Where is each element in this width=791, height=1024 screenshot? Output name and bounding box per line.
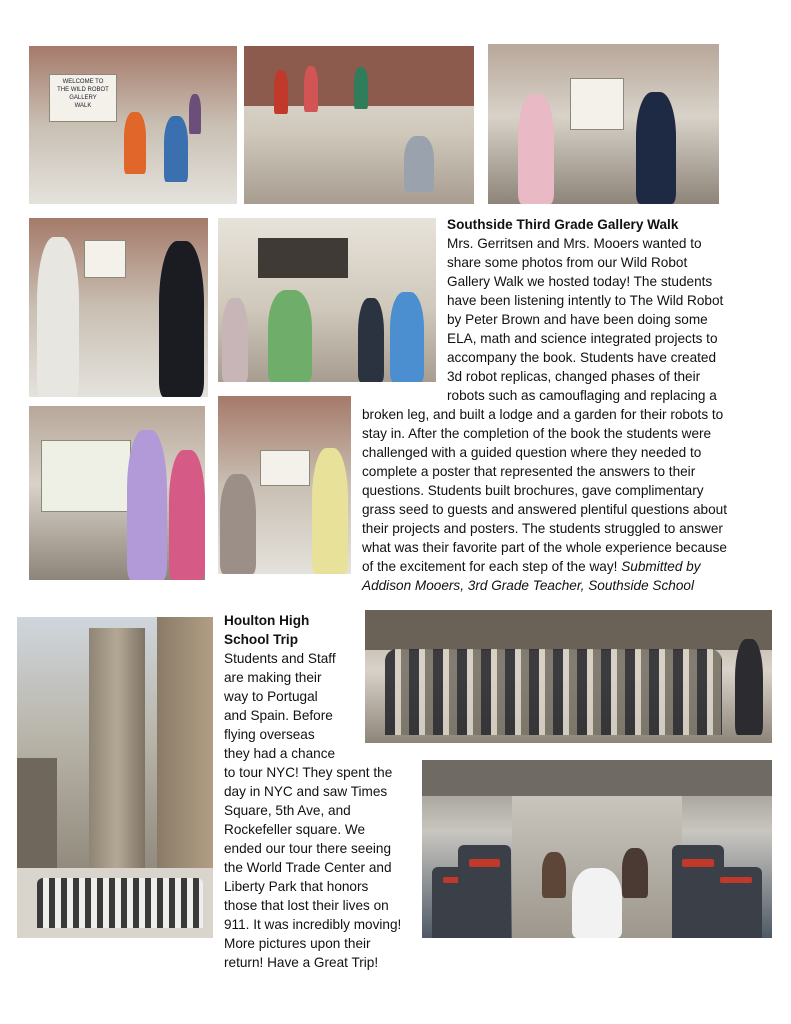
gallery-walk-last-plain: of the excitement for each step of the way! — [362, 559, 622, 574]
houlton-line-13: Liberty Park that honors — [224, 879, 369, 894]
gallery-walk-line-18 — [362, 557, 701, 576]
gallery-walk-byline — [362, 576, 694, 595]
gallery-walk-line-6: ELA, math and science integrated projects to — [447, 331, 718, 346]
houlton-title-2: School Trip — [224, 632, 299, 647]
photo-students-hallway-poster — [218, 396, 351, 574]
gallery-walk-byline-part1: Submitted by — [621, 559, 701, 574]
wild-robot-welcome-poster — [49, 74, 117, 122]
photo-cafeteria-gallery — [244, 46, 474, 204]
houlton-line-1: Students and Staff — [224, 651, 336, 666]
gallery-walk-line-8: 3d robot replicas, changed phases of their — [447, 369, 701, 384]
gallery-walk-line-2: share some photos from our Wild Robot — [447, 255, 688, 270]
houlton-title-1: Houlton High — [224, 613, 310, 628]
poster-line-1: WELCOME TO — [62, 79, 104, 85]
houlton-line-2: are making their — [224, 670, 322, 685]
houlton-line-16: More pictures upon their — [224, 936, 371, 951]
gallery-walk-title: Southside Third Grade Gallery Walk — [447, 217, 679, 232]
poster-line-3: GALLERY — [69, 95, 97, 101]
photo-two-students-poster — [488, 44, 719, 204]
houlton-line-9: Square, 5th Ave, and — [224, 803, 351, 818]
gallery-walk-line-16: their projects and posters. The students struggled to answer — [362, 521, 723, 536]
houlton-line-8: day in NYC and saw Times — [224, 784, 388, 799]
houlton-line-6: they had a chance — [224, 746, 336, 761]
poster-line-2: THE WILD ROBOT — [57, 87, 109, 93]
gallery-walk-line-12: challenged with a guided question where they needed to — [362, 445, 702, 460]
photo-welcome-poster-students — [29, 46, 237, 204]
gallery-walk-line-10: broken leg, and built a lodge and a garden for their robots to — [362, 407, 724, 422]
gallery-walk-line-4: have been listening intently to The Wild Robot — [447, 293, 724, 308]
gallery-walk-line-14: questions. Students built brochures, gave complimentary — [362, 483, 704, 498]
photo-students-with-robot — [29, 218, 208, 397]
houlton-line-17: return! Have a Great Trip! — [224, 955, 379, 970]
houlton-line-12: the World Trade Center and — [224, 860, 392, 875]
nature-poster — [41, 440, 131, 512]
gallery-walk-line-13: complete a poster that represented the answers to their — [362, 464, 696, 479]
gallery-walk-line-3: Gallery Walk we hosted today! The students — [447, 274, 713, 289]
houlton-line-10: Rockefeller square. We — [224, 822, 366, 837]
houlton-line-11: ended our tour there seeing — [224, 841, 392, 856]
gallery-walk-line-15: grass seed to guests and answered plentiful questions about — [362, 502, 728, 517]
houlton-line-3: way to Portugal — [224, 689, 318, 704]
houlton-line-14: those that lost their lives on — [224, 898, 389, 913]
houlton-line-15: 911. It was incredibly moving! — [224, 917, 402, 932]
gallery-walk-byline-part2: Addison Mooers, 3rd Grade Teacher, Southside School — [362, 578, 694, 593]
gallery-walk-line-9: robots such as camouflaging and replacing a — [447, 388, 717, 403]
gallery-walk-line-7: accompany the book. Students have created — [447, 350, 717, 365]
robot-project-poster — [570, 78, 624, 130]
gallery-walk-line-11: stay in. After the completion of the book the students were — [362, 426, 712, 441]
poster-line-4: WALK — [74, 103, 92, 109]
gallery-walk-line-1: Mrs. Gerritsen and Mrs. Mooers wanted to — [447, 236, 702, 251]
photo-gym-gallery-students — [218, 218, 436, 382]
photo-group-airport-terminal — [365, 610, 772, 743]
photo-two-girls-poster — [29, 406, 205, 580]
photo-rockefeller-group — [17, 617, 213, 938]
houlton-line-5: flying overseas — [224, 727, 315, 742]
houlton-line-4: and Spain. Before — [224, 708, 333, 723]
gallery-walk-line-17: what was their favorite part of the whole experience because — [362, 540, 727, 555]
gallery-walk-line-5: by Peter Brown and have been doing some — [447, 312, 708, 327]
photo-group-on-airplane — [422, 760, 772, 938]
houlton-line-7: to tour NYC! They spent the — [224, 765, 393, 780]
